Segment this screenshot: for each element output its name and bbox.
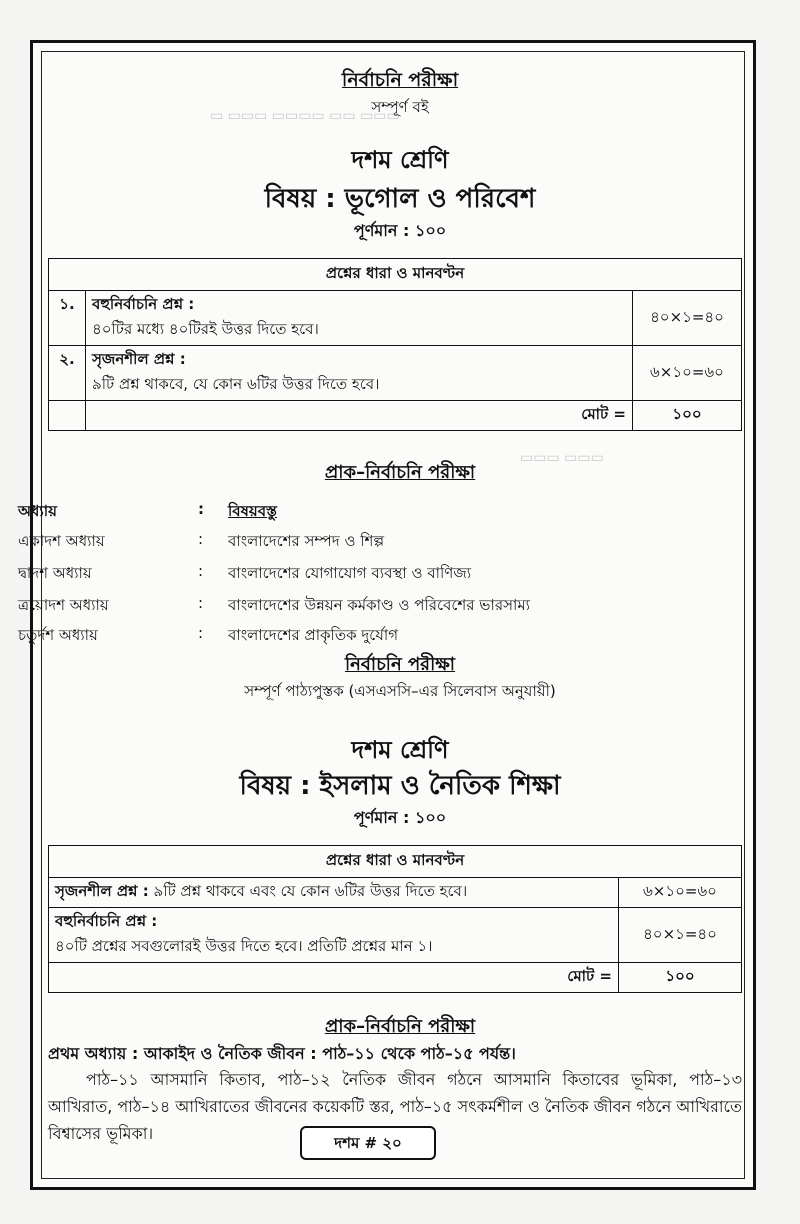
question-type: সৃজনশীল প্রশ্ন :: [92, 350, 186, 368]
total-label: মোট =: [49, 963, 619, 993]
subject-title: বিষয় : ইসলাম ও নৈতিক শিক্ষা: [239, 771, 561, 801]
question-instruction: ৪০টি প্রশ্নের সবগুলোরই উত্তর দিতে হবে। প্রতিটি প্রশ্নের মান ১।: [55, 937, 433, 955]
pre-exam-title: প্রাক–নির্বাচনি পরীক্ষা: [324, 462, 476, 483]
row-description: [49, 908, 619, 963]
row-description: [86, 291, 633, 346]
full-marks: পূর্ণমান : ১০০: [353, 221, 447, 240]
table-total-row: [49, 963, 742, 993]
table-row: [49, 878, 742, 908]
table-row: [49, 908, 742, 963]
question-type: বহুনির্বাচনি প্রশ্ন :: [92, 295, 195, 313]
question-instruction: ৪০টির মধ্যে ৪০টিরই উত্তর দিতে হবে।: [92, 320, 319, 338]
chapter-separator: :: [198, 624, 204, 642]
row-description: [86, 346, 633, 401]
table-row: [49, 346, 742, 401]
question-type: বহুনির্বাচনি প্রশ্ন :: [55, 912, 158, 930]
chapter-name: একাদশ অধ্যায়: [18, 532, 105, 550]
bleed-through-text: ▭ ▭▭▭ ▭▭▭▭ ▭▭ ▭▭▭: [210, 108, 400, 124]
chapter-content: বাংলাদেশের সম্পদ ও শিল্প: [228, 532, 385, 550]
pre-exam-title: প্রাক–নির্বাচনি পরীক্ষা: [324, 1016, 476, 1037]
question-instruction: ৯টি প্রশ্ন থাকবে, যে কোন ৬টির উত্তর দিতে হবে।: [92, 375, 380, 393]
chapter-content: বাংলাদেশের যোগাযোগ ব্যবস্থা ও বাণিজ্য: [228, 564, 472, 582]
row-number: ১.: [49, 291, 86, 346]
chapter-content: বিষয়বস্তু: [228, 502, 277, 520]
row-description: [49, 878, 619, 908]
chapter-name: দ্বাদশ অধ্যায়: [18, 564, 92, 582]
table-total-row: [49, 401, 742, 431]
table-header: প্রশ্নের ধারা ও মানবণ্টন: [49, 259, 742, 291]
question-type: সৃজনশীল প্রশ্ন :: [55, 882, 149, 900]
question-instruction: ৯টি প্রশ্ন থাকবে এবং যে কোন ৬টির উত্তর দিতে হবে।: [153, 882, 468, 900]
chapter-name: ত্রয়োদশ অধ্যায়: [18, 596, 109, 614]
chapter-separator: :: [198, 594, 204, 612]
chapter-separator: :: [198, 562, 204, 580]
row-number: ২.: [49, 346, 86, 401]
marks-distribution-table: [48, 845, 742, 993]
final-exam-title: নির্বাচনি পরীক্ষা: [344, 654, 456, 675]
subject-title: বিষয় : ভূগোল ও পরিবেশ: [264, 184, 536, 214]
page-number-badge: দশম # ২০: [300, 1126, 436, 1160]
total-label: মোট =: [86, 401, 633, 431]
chapter-content: বাংলাদেশের প্রাকৃতিক দুর্যোগ: [228, 626, 399, 644]
table-header: প্রশ্নের ধারা ও মানবণ্টন: [49, 846, 742, 878]
full-marks: পূর্ণমান : ১০০: [353, 808, 447, 827]
exam-scope: সম্পূর্ণ বই: [371, 98, 429, 116]
pre-exam-chapter-line: প্রথম অধ্যায় : আকাইদ ও নৈতিক জীবন : পাঠ–১১ থেকে পাঠ–১৫ পর্যন্ত।: [48, 1044, 516, 1063]
row-marks: ৪০×১=৪০: [633, 291, 742, 346]
final-exam-scope: সম্পূর্ণ পাঠ্যপুস্তক (এসএসসি–এর সিলেবাস অনুযায়ী): [244, 682, 556, 700]
chapter-separator: :: [198, 530, 204, 548]
total-value: ১০০: [633, 401, 742, 431]
marks-distribution-table: [48, 258, 742, 431]
chapter-separator: :: [198, 500, 204, 518]
table-row: [49, 291, 742, 346]
row-marks: ৬×১০=৬০: [633, 346, 742, 401]
chapter-content: বাংলাদেশের উন্নয়ন কর্মকাণ্ড ও পরিবেশের ভারসাম্য: [228, 596, 531, 614]
row-marks: ৬×১০=৬০: [619, 878, 742, 908]
exam-title: নির্বাচনি পরীক্ষা: [341, 69, 459, 91]
pre-exam-lessons: পাঠ–১১ আসমানি কিতাব, পাঠ–১২ নৈতিক জীবন গঠনে আসমানি কিতাবের ভূমিকা, পাঠ–১৩ আখিরাত, পাঠ–১৪ আখিরাতের জীবনের কয়েকটি স্তর, পাঠ–১৫ সৎকর্মশীল ও নৈতিক জীবন গঠনে আখিরাতে বিশ্বাসের ভূমিকা।: [48, 1070, 742, 1143]
class-title: দশম শ্রেণি: [351, 736, 449, 764]
class-title: দশম শ্রেণি: [351, 146, 449, 174]
bleed-through-text: ▭▭▭ ▭▭▭: [520, 450, 604, 466]
chapter-name: অধ্যায়: [18, 502, 57, 520]
total-value: ১০০: [619, 963, 742, 993]
chapter-name: চতুর্দশ অধ্যায়: [18, 626, 98, 644]
row-marks: ৪০×১=৪০: [619, 908, 742, 963]
